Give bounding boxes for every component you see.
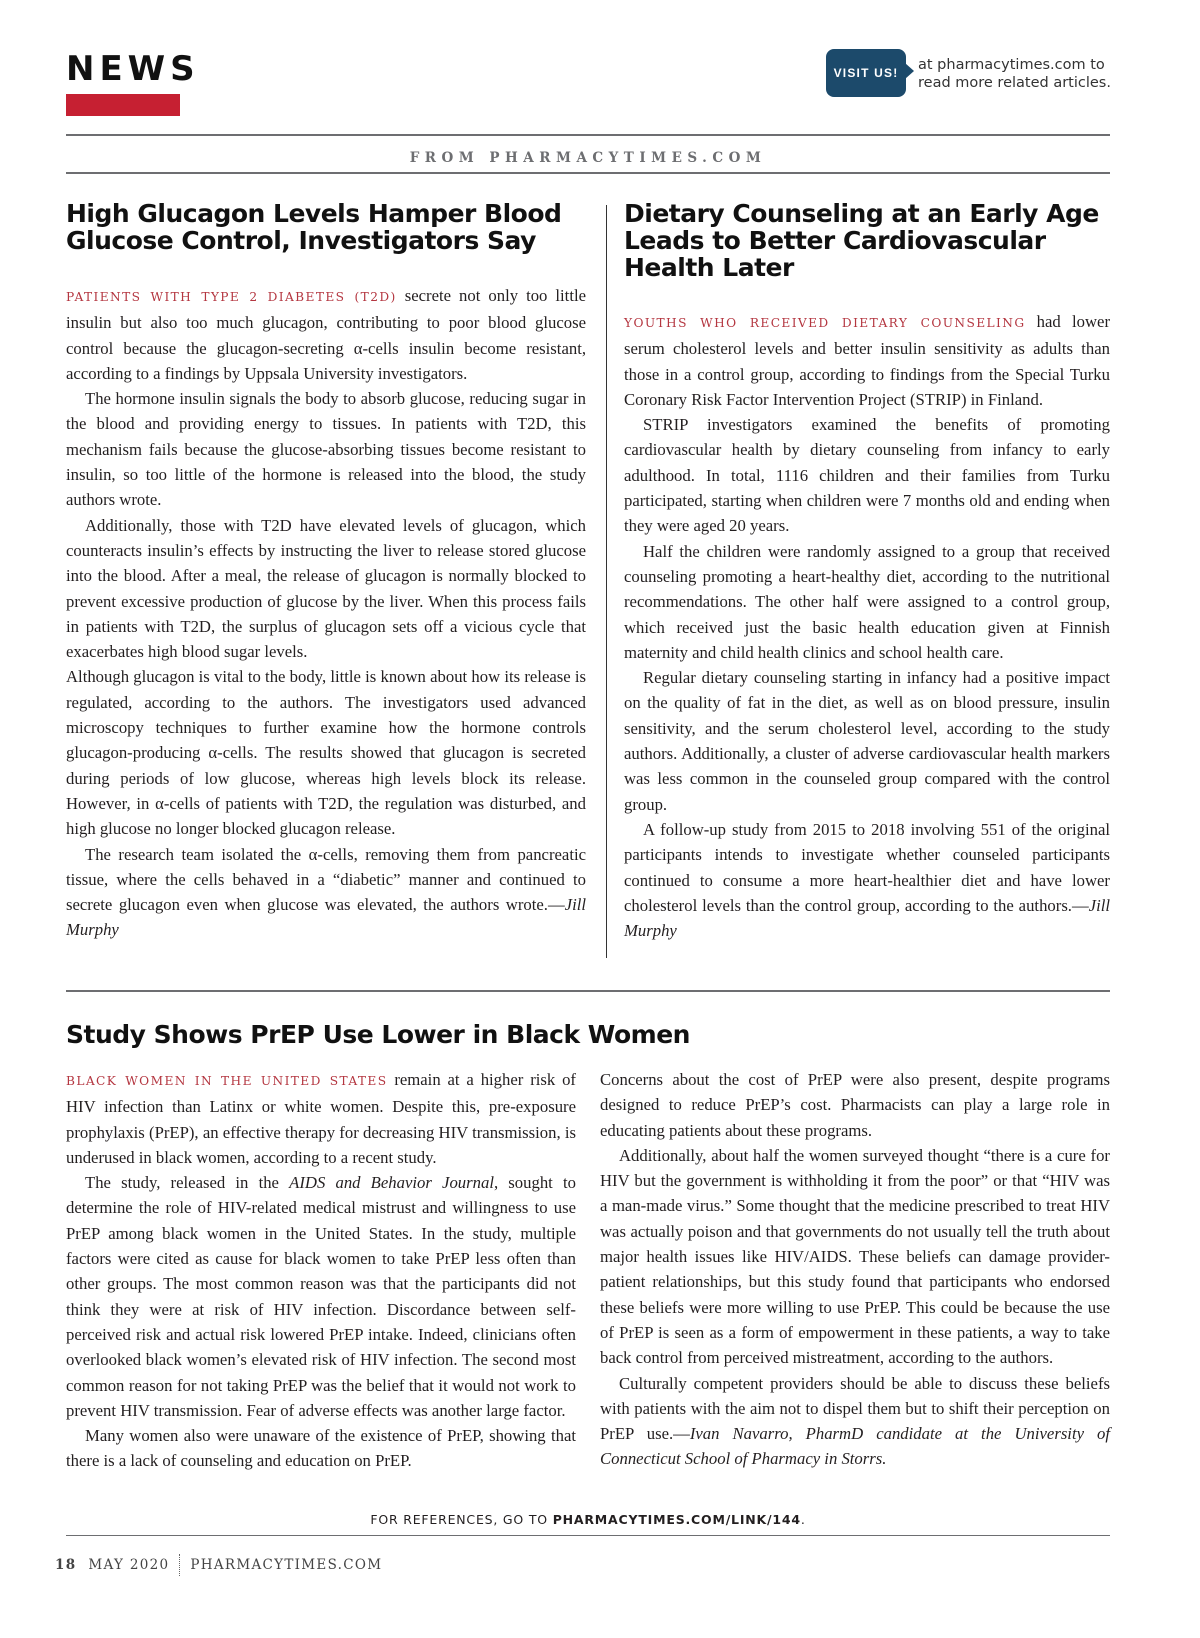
article2-headline: Dietary Counseling at an Early Age Leads to Better Cardiovascular Health Later — [624, 199, 1099, 282]
article3-body-left — [66, 1067, 576, 1474]
article2-lead: YOUTHS WHO RECEIVED DIETARY COUNSELING — [624, 316, 1026, 330]
article3-journal: AIDS and Behavior Journal — [289, 1173, 494, 1193]
visit-line-1: at pharmacytimes.com to — [918, 57, 1105, 73]
article3-p5: Additionally, about half the women surveyed thought “there is a cure for HIV but the government is withholding it from the poor” or that “HIV was a man-made virus.” Some thought that the medicine prescribed to treat HIV was actually poison and that governments do not usually tell the truth about major health issues like HIV/AIDS. These beliefs can damage provider-patient relationships, but this study found that participants who endorsed these beliefs were more willing to use PrEP. This could be because the use of PrEP is seen as a form of empowerment in these patients, a way to take back control from perceived mistreatment, according to the authors. — [600, 1145, 1110, 1368]
footer-site: PHARMACYTIMES.COM — [190, 1557, 383, 1573]
article2-p2: STRIP investigators examined the benefits of promoting cardiovascular health by dietary counseling from infancy to early adulthood. In total, 1116 children and their families from Turku participated, starting when children were 7 months old and ending when they were aged 20 years. — [624, 415, 1110, 536]
article3-p1: BLACK WOMEN IN THE UNITED STATES remain at a higher risk of HIV infection than Latinx or white women. Despite this, pre-exposure prophylaxis (PrEP), an effective therapy for decreasing HIV transmission, is underused in black women, according to a recent study. — [66, 1070, 576, 1167]
section-title: NEWS — [66, 49, 200, 89]
column-divider — [606, 205, 607, 958]
visit-us-text — [918, 56, 1111, 92]
from-rule — [66, 172, 1110, 174]
article1-p3: Additionally, those with T2D have elevated levels of glucagon, which counteracts insulin’s effects by instructing the liver to release stored glucose into the blood. After a meal, the release of glucagon is normally blocked to prevent excessive production of glucose by the liver. When this process fails in patients with T2D, the surplus of glucagon sets off a vicious cycle that exacerbates high blood sugar levels. — [66, 515, 586, 662]
article1-p1: PATIENTS WITH TYPE 2 DIABETES (T2D) secrete not only too little insulin but also too much glucagon, contributing to poor blood glucose control because the glucagon-secreting α-cells insulin become resistant, according to a findings by Uppsala University investigators. — [66, 286, 586, 383]
article2-p3: Half the children were randomly assigned to a group that received counseling promoting a heart-healthy diet, according to the nutritional recommendations. The other half were assigned to a control group, which received just the basic health education given at Finnish maternity and child health clinics and school health care. — [624, 541, 1110, 662]
bottom-rule — [66, 1535, 1110, 1536]
article2-byline: Jill Murphy — [624, 895, 1110, 941]
footer-separator — [179, 1554, 180, 1576]
page-footer — [55, 1554, 382, 1576]
top-rule — [66, 134, 1110, 136]
article3-body-right — [600, 1067, 1110, 1472]
issue-date: MAY 2020 — [88, 1557, 170, 1573]
article3-p4: Concerns about the cost of PrEP were also present, despite programs designed to reduce PrEP’s cost. Pharmacists can play a large role in educating patients about these programs. — [600, 1070, 1110, 1140]
article1-headline: High Glucagon Levels Hamper Blood Glucose Control, Investigators Say — [66, 199, 562, 255]
article3-byline: Ivan Navarro, PharmD candidate at the University of Connecticut School of Pharmacy in Storrs. — [600, 1424, 1111, 1469]
from-pharmacytimes: FROM PHARMACYTIMES.COM — [409, 150, 767, 166]
article3-p6: Culturally competent providers should be able to discuss these beliefs with patients with the aim not to dispel them but to shift their perception on PrEP use.—Ivan Navarro, PharmD candidate at the University of Connecticut School of Pharmacy in Storrs. — [600, 1373, 1111, 1469]
article1-p4: Although glucagon is vital to the body, little is known about how its release is regulated, according to the authors. The investigators used advanced microscopy techniques to further examine how the hormone controls glucagon-producing α-cells. The results showed that glucagon is secreted during periods of low glucose, whereas high levels block its release. However, in α-cells of patients with T2D, the regulation was disturbed, and high glucose no longer blocked glucagon release. — [66, 667, 586, 839]
article1-p5: The research team isolated the α-cells, removing them from pancreatic tissue, where the cells behaved in a “diabetic” manner and continued to secrete glucagon even when glucose was elevated, the authors wrote.—Jill Murphy — [66, 844, 586, 940]
article2-p4: Regular dietary counseling starting in infancy had a positive impact on the quality of fat in the diet, as well as on blood pressure, insulin sensitivity, and the serum cholesterol level, according to the study authors. Additionally, a cluster of adverse cardiovascular health markers was less common in the counseled group compared with the control group. — [624, 668, 1110, 814]
article2-p1: YOUTHS WHO RECEIVED DIETARY COUNSELING had lower serum cholesterol levels and better insulin sensitivity as adults than those in a control group, according to findings from the Special Turku Coronary Risk Factor Intervention Project (STRIP) in Finland. — [624, 312, 1110, 409]
article3-lead: BLACK WOMEN IN THE UNITED STATES — [66, 1074, 388, 1088]
visit-line-2: read more related articles. — [918, 75, 1111, 91]
article3-p3: Many women also were unaware of the existence of PrEP, showing that there is a lack of counseling and education on PrEP. — [66, 1426, 576, 1471]
article1-lead: PATIENTS WITH TYPE 2 DIABETES (T2D) — [66, 290, 397, 304]
mid-rule — [66, 990, 1110, 992]
article1-p2: The hormone insulin signals the body to absorb glucose, reducing sugar in the blood and providing energy to tissues. In patients with T2D, this mechanism fails because the glucose-absorbing tissues become resistant to insulin, so too little of the hormone is released into the blood, the study authors wrote. — [66, 389, 586, 510]
article3-p2: The study, released in the AIDS and Behavior Journal, sought to determine the role of HIV-related medical mistrust and willingness to use PrEP among black women in the United States. In the study, multiple factors were cited as cause for black women to take PrEP less often than other groups. The most common reason was that the participants did not think they were at risk of HIV infection. Discordance between self-perceived risk and actual risk lowered PrEP intake. Indeed, clinicians often overlooked black women’s elevated risk of HIV infection. The second most common reason for not taking PrEP was the belief that it would not work to prevent HIV transmission. Fear of adverse effects was another large factor. — [66, 1173, 576, 1420]
article1-byline: Jill Murphy — [66, 895, 586, 940]
article1-body — [66, 283, 586, 943]
visit-us-badge[interactable]: VISIT US! — [826, 49, 906, 97]
article2-p5: A follow-up study from 2015 to 2018 involving 551 of the original participants intends to investigate whether counseled participants continued to consume a more heart-healthier diet and have lower cholesterol levels than the control group, according to the authors.—Jill Murphy — [624, 819, 1110, 941]
section-accent-bar — [66, 94, 180, 116]
references-line: FOR REFERENCES, GO TO PHARMACYTIMES.COM/LINK/144. — [370, 1512, 806, 1527]
references-link[interactable]: PHARMACYTIMES.COM/LINK/144 — [552, 1512, 801, 1527]
article3-headline: Study Shows PrEP Use Lower in Black Women — [66, 1020, 690, 1049]
page-number: 18 — [55, 1557, 77, 1573]
article2-body — [624, 309, 1110, 943]
